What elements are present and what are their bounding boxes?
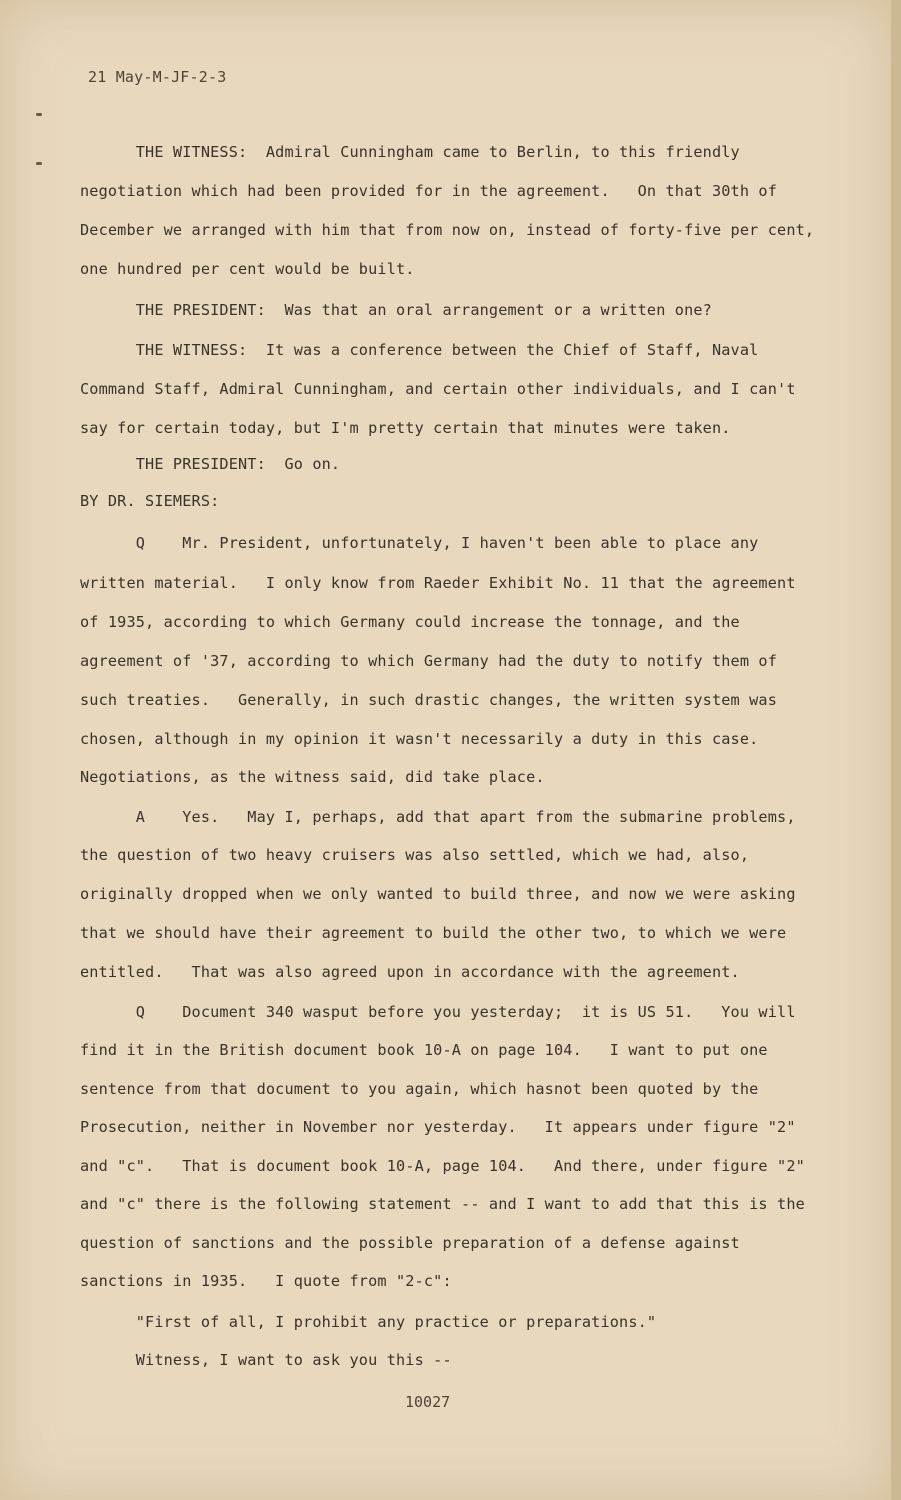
transcript-line: sentence from that document to you again, which hasnot been quoted by the [80, 1080, 759, 1098]
document-reference: 21 May-M-JF-2-3 [88, 68, 227, 86]
page-number: 10027 [405, 1393, 451, 1411]
transcript-line: that we should have their agreement to build the other two, to which we were [80, 924, 787, 942]
transcript-line: find it in the British document book 10-A on page 104. I want to put one [80, 1041, 768, 1059]
transcript-line: written material. I only know from Raeder Exhibit No. 11 that the agreement [80, 574, 796, 592]
transcript-line: and "c". That is document book 10-A, page 104. And there, under figure "2" [80, 1157, 805, 1175]
transcript-line: A Yes. May I, perhaps, add that apart from the submarine problems, [80, 808, 796, 826]
transcript-line: chosen, although in my opinion it wasn't necessarily a duty in this case. [80, 730, 759, 748]
transcript-line: of 1935, according to which Germany could increase the tonnage, and the [80, 613, 740, 631]
transcript-line: December we arranged with him that from now on, instead of forty-five per cent, [80, 221, 815, 239]
transcript-line: agreement of '37, according to which Germany had the duty to notify them of [80, 652, 778, 670]
transcript-line: entitled. That was also agreed upon in accordance with the agreement. [80, 963, 740, 981]
transcript-line: Prosecution, neither in November nor yesterday. It appears under figure "2" [80, 1118, 796, 1136]
transcript-line: THE PRESIDENT: Was that an oral arrangement or a written one? [80, 301, 712, 319]
transcript-line: such treaties. Generally, in such drastic changes, the written system was [80, 691, 778, 709]
punch-mark [36, 162, 42, 165]
transcript-line: "First of all, I prohibit any practice or preparations." [80, 1313, 657, 1331]
punch-mark [36, 113, 42, 116]
transcript-line: one hundred per cent would be built. [80, 260, 415, 278]
transcript-line: Command Staff, Admiral Cunningham, and certain other individuals, and I can't [80, 380, 796, 398]
transcript-line: sanctions in 1935. I quote from "2-c": [80, 1272, 452, 1290]
transcript-line: BY DR. SIEMERS: [80, 492, 220, 510]
transcript-line: THE WITNESS: It was a conference between the Chief of Staff, Naval [80, 341, 759, 359]
transcript-line: Q Mr. President, unfortunately, I haven't been able to place any [80, 534, 759, 552]
transcript-line: negotiation which had been provided for in the agreement. On that 30th of [80, 182, 778, 200]
transcript-line: Q Document 340 wasput before you yesterday; it is US 51. You will [80, 1003, 796, 1021]
transcript-line: Negotiations, as the witness said, did take place. [80, 768, 545, 786]
transcript-line: and "c" there is the following statement -- and I want to add that this is the [80, 1195, 805, 1213]
transcript-line: THE WITNESS: Admiral Cunningham came to Berlin, to this friendly [80, 143, 740, 161]
transcript-line: say for certain today, but I'm pretty certain that minutes were taken. [80, 419, 731, 437]
transcript-line: THE PRESIDENT: Go on. [80, 455, 341, 473]
transcript-line: Witness, I want to ask you this -- [80, 1351, 452, 1369]
transcript-line: originally dropped when we only wanted to build three, and now we were asking [80, 885, 796, 903]
transcript-line: the question of two heavy cruisers was also settled, which we had, also, [80, 846, 750, 864]
transcript-line: question of sanctions and the possible preparation of a defense against [80, 1234, 740, 1252]
